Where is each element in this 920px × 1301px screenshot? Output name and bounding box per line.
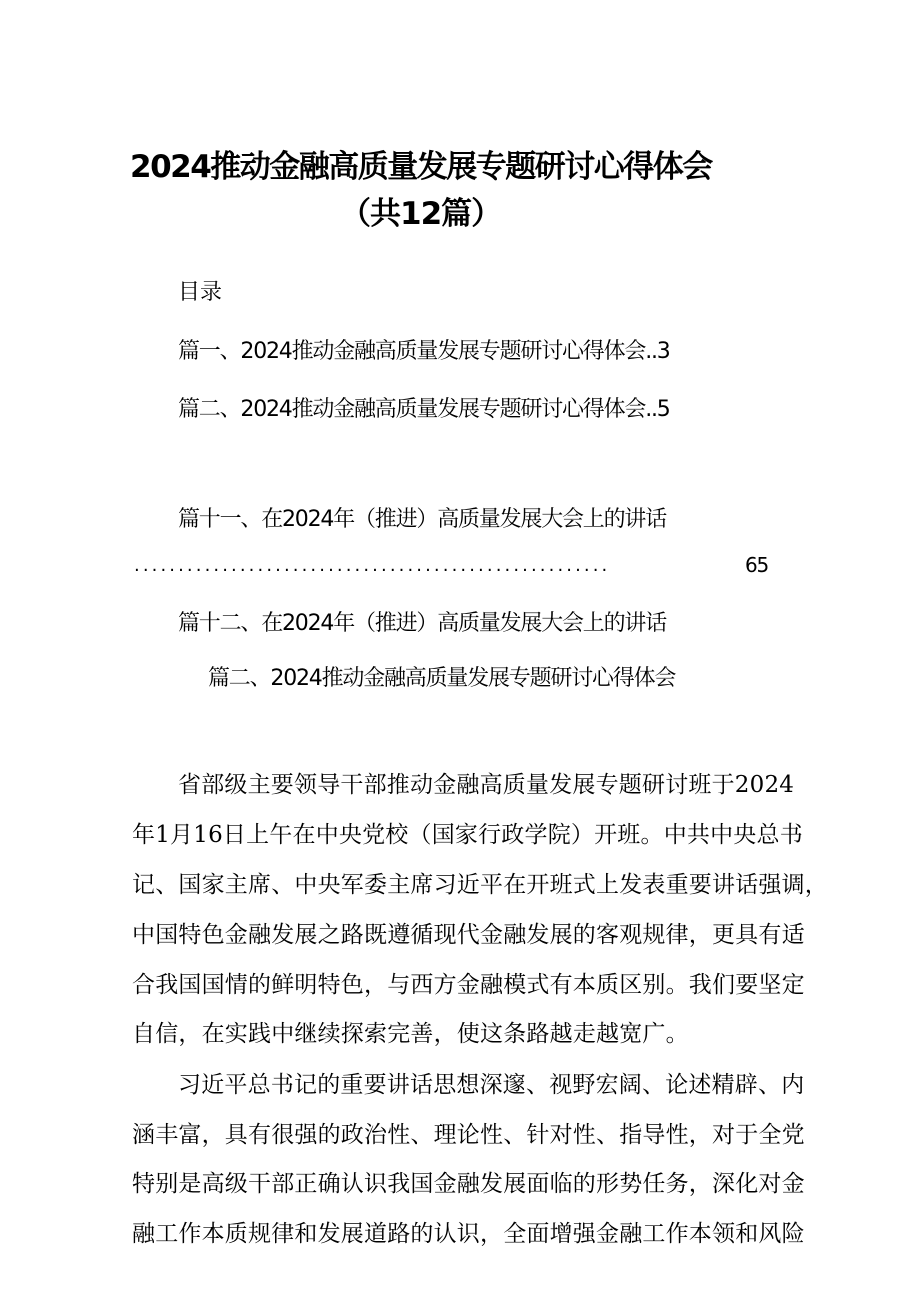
- body-line: 涵丰富，具有很强的政治性、理论性、针对性、指导性，对于全党: [132, 1122, 805, 1148]
- document-title: 2024推动金融高质量发展专题研讨心得体会: [130, 149, 712, 185]
- body-line: 年1月16日上午在中央党校（国家行政学院）开班。中共中央总书: [132, 822, 803, 848]
- toc-entry-2[interactable]: 篇二、2024推动金融高质量发展专题研讨心得体会..5: [178, 397, 670, 422]
- body-line: 合我国国情的鲜明特色，与西方金融模式有本质区别。我们要坚定: [132, 972, 805, 998]
- body-line: 中国特色金融发展之路既遵循现代金融发展的客观规律，更具有适: [132, 922, 805, 948]
- section-heading: 篇二、2024推动金融高质量发展专题研讨心得体会: [208, 666, 676, 691]
- body-line: 融工作本质规律和发展道路的认识，全面增强金融工作本领和风险: [132, 1221, 805, 1247]
- toc-entry-1[interactable]: 篇一、2024推动金融高质量发展专题研讨心得体会..3: [178, 339, 670, 364]
- toc-entry-12[interactable]: 篇十二、在2024年（推进）高质量发展大会上的讲话: [178, 611, 666, 636]
- toc-entry-11-page-number: 65: [745, 553, 769, 577]
- body-line: 自信，在实践中继续探索完善，使这条路越走越宽广。: [132, 1021, 689, 1047]
- body-line: 记、国家主席、中央军委主席习近平在开班式上发表重要讲话强调，: [132, 872, 828, 898]
- toc-heading: 目录: [178, 280, 223, 305]
- body-line: 习近平总书记的重要讲话思想深邃、视野宏阔、论述精辟、内: [178, 1072, 805, 1098]
- toc-leader-dots: ......................................................: [134, 555, 611, 576]
- body-line: 省部级主要领导干部推动金融高质量发展专题研讨班于2024: [178, 772, 795, 798]
- document-subtitle: （共12篇）: [340, 196, 502, 232]
- body-line: 特别是高级干部正确认识我国金融发展面临的形势任务，深化对金: [132, 1171, 805, 1197]
- toc-entry-11[interactable]: 篇十一、在2024年（推进）高质量发展大会上的讲话: [178, 507, 666, 532]
